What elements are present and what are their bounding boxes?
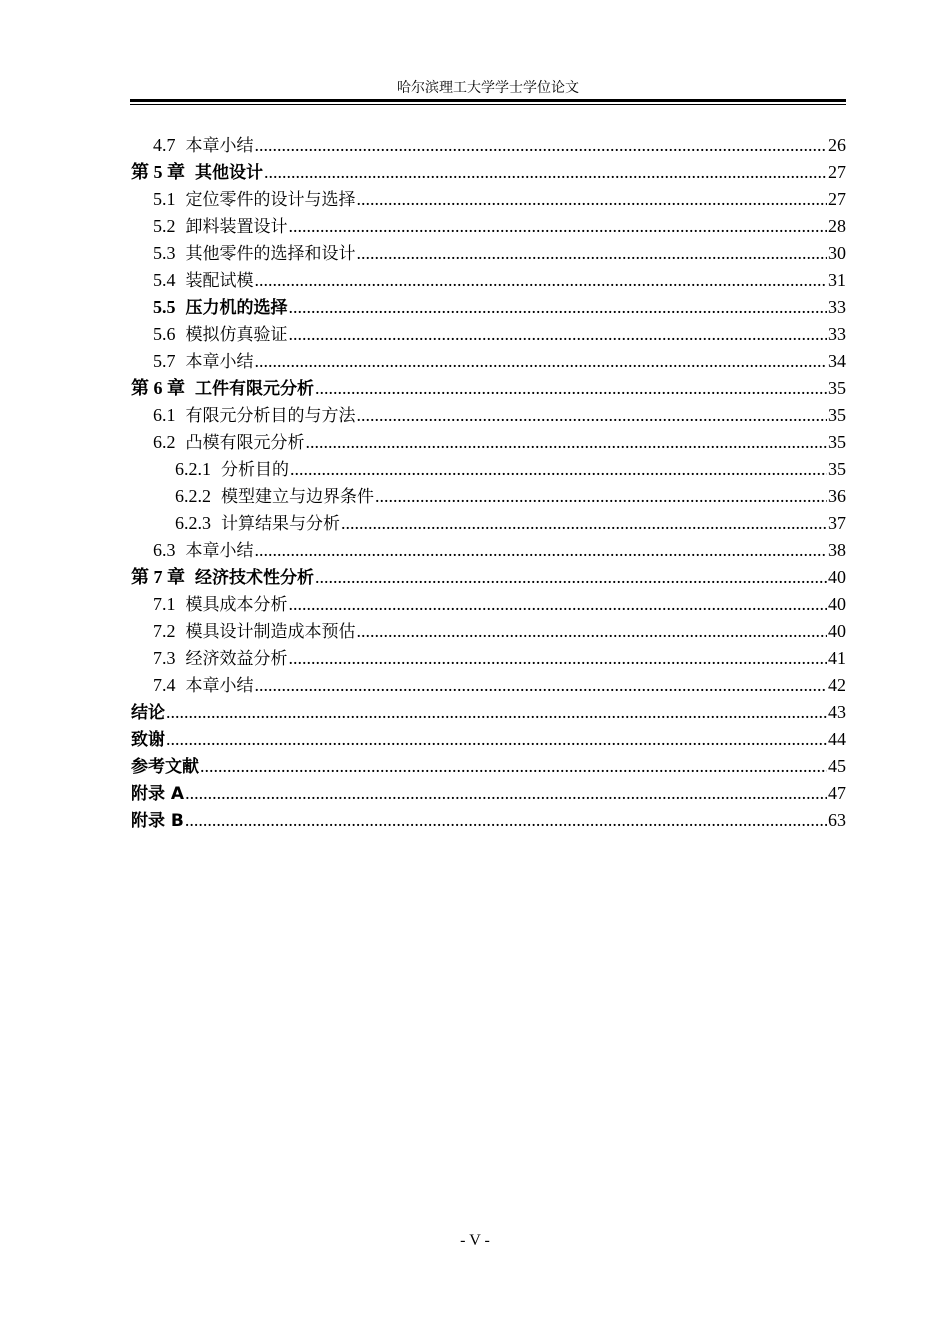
toc-leader-dots — [255, 348, 828, 375]
toc-entry[interactable] — [131, 753, 846, 780]
toc-entry-number: 7.4 — [153, 675, 176, 695]
toc-entry-title: 模具成本分析 — [185, 595, 288, 615]
toc-leader-dots — [185, 780, 827, 807]
toc-leader-dots — [306, 429, 828, 456]
toc-entry-number: 第 5 章 — [131, 162, 185, 182]
toc-entry-number: 5.4 — [153, 270, 176, 290]
toc-entry-title: 装配试模 — [185, 271, 254, 291]
toc-entry-title: 凸模有限元分析 — [185, 433, 305, 453]
toc-entry-page: 36 — [828, 486, 846, 506]
toc-entry[interactable] — [131, 537, 846, 564]
toc-leader-dots — [289, 591, 828, 618]
header-rule-thick — [130, 99, 846, 102]
toc-entry-number: 6.2.2 — [175, 486, 211, 506]
toc-entry-title: 其他零件的选择和设计 — [185, 244, 356, 264]
table-of-contents — [131, 132, 846, 834]
toc-entry-page: 40 — [828, 621, 846, 641]
toc-entry-title: 结论 — [131, 703, 165, 723]
toc-entry-page: 37 — [828, 513, 846, 533]
toc-entry-page: 40 — [828, 594, 846, 614]
toc-entry-page: 31 — [828, 270, 846, 290]
toc-entry[interactable] — [131, 645, 846, 672]
toc-entry-title: 经济效益分析 — [185, 649, 288, 669]
toc-entry[interactable] — [131, 618, 846, 645]
toc-entry-number: 第 7 章 — [131, 567, 185, 587]
toc-entry[interactable] — [131, 132, 846, 159]
toc-entry[interactable] — [131, 267, 846, 294]
toc-leader-dots — [375, 483, 827, 510]
toc-entry-title: 模型建立与边界条件 — [221, 487, 374, 507]
toc-leader-dots — [166, 726, 827, 753]
toc-entry-page: 27 — [828, 162, 846, 182]
toc-entry-number: 5.6 — [153, 324, 176, 344]
header-rule-thin — [130, 104, 846, 105]
toc-entry-title: 附录 A — [131, 784, 185, 804]
toc-entry[interactable] — [131, 240, 846, 267]
toc-leader-dots — [185, 807, 827, 834]
toc-entry[interactable] — [131, 807, 846, 834]
toc-entry-page: 27 — [828, 189, 846, 209]
toc-entry[interactable] — [131, 402, 846, 429]
toc-entry-page: 35 — [828, 405, 846, 425]
toc-entry-title: 定位零件的设计与选择 — [185, 190, 356, 210]
toc-entry-number: 5.2 — [153, 216, 176, 236]
toc-entry-number: 6.2.1 — [175, 459, 211, 479]
toc-entry[interactable] — [131, 429, 846, 456]
toc-leader-dots — [357, 240, 828, 267]
toc-entry-number: 第 6 章 — [131, 378, 185, 398]
toc-entry-page: 35 — [828, 378, 846, 398]
toc-leader-dots — [255, 267, 828, 294]
toc-entry[interactable] — [131, 159, 846, 186]
toc-entry[interactable] — [131, 564, 846, 591]
toc-entry-number: 5.3 — [153, 243, 176, 263]
toc-entry-page: 35 — [828, 432, 846, 452]
toc-leader-dots — [289, 321, 828, 348]
toc-leader-dots — [200, 753, 827, 780]
toc-leader-dots — [289, 294, 828, 321]
toc-leader-dots — [255, 672, 828, 699]
toc-entry-number: 5.5 — [153, 297, 176, 317]
toc-entry-title: 其他设计 — [195, 163, 263, 183]
toc-entry[interactable] — [131, 186, 846, 213]
toc-entry-number: 6.2.3 — [175, 513, 211, 533]
toc-entry-title: 本章小结 — [185, 541, 254, 561]
toc-entry-title: 有限元分析目的与方法 — [185, 406, 356, 426]
toc-entry-page: 41 — [828, 648, 846, 668]
toc-entry-title: 本章小结 — [185, 676, 254, 696]
toc-entry[interactable] — [131, 348, 846, 375]
toc-leader-dots — [255, 537, 828, 564]
toc-entry-page: 33 — [828, 297, 846, 317]
toc-entry-page: 43 — [828, 702, 846, 722]
toc-entry-number: 6.3 — [153, 540, 176, 560]
toc-entry-title: 模具设计制造成本预估 — [185, 622, 356, 642]
toc-entry-number: 5.7 — [153, 351, 176, 371]
toc-entry-page: 47 — [828, 783, 846, 803]
toc-entry-number: 4.7 — [153, 135, 176, 155]
toc-entry[interactable] — [131, 321, 846, 348]
toc-entry-number: 7.1 — [153, 594, 176, 614]
toc-leader-dots — [290, 456, 827, 483]
toc-entry-number: 6.1 — [153, 405, 176, 425]
toc-entry[interactable] — [131, 483, 846, 510]
toc-entry[interactable] — [131, 699, 846, 726]
toc-entry-title: 本章小结 — [185, 136, 254, 156]
toc-entry-number: 7.2 — [153, 621, 176, 641]
toc-entry-page: 63 — [828, 810, 846, 830]
toc-entry[interactable] — [131, 726, 846, 753]
toc-entry-title: 分析目的 — [221, 460, 289, 480]
toc-entry[interactable] — [131, 213, 846, 240]
toc-entry[interactable] — [131, 456, 846, 483]
toc-entry-page: 38 — [828, 540, 846, 560]
toc-entry-page: 44 — [828, 729, 846, 749]
toc-entry-title: 工件有限元分析 — [195, 379, 314, 399]
toc-entry-number: 6.2 — [153, 432, 176, 452]
toc-entry-title: 参考文献 — [131, 757, 199, 777]
toc-entry-title: 致谢 — [131, 730, 165, 750]
toc-leader-dots — [264, 159, 827, 186]
toc-entry[interactable] — [131, 294, 846, 321]
toc-entry-page: 33 — [828, 324, 846, 344]
toc-entry[interactable] — [131, 375, 846, 402]
toc-leader-dots — [289, 645, 828, 672]
toc-entry-title: 模拟仿真验证 — [185, 325, 288, 345]
toc-entry-number: 7.3 — [153, 648, 176, 668]
page-number: - V - — [460, 1232, 490, 1249]
toc-leader-dots — [289, 213, 828, 240]
toc-leader-dots — [315, 564, 827, 591]
running-header: 哈尔滨理工大学学士学位论文 — [397, 80, 579, 96]
toc-entry-page: 30 — [828, 243, 846, 263]
toc-entry-title: 压力机的选择 — [185, 298, 288, 318]
toc-leader-dots — [357, 186, 828, 213]
toc-leader-dots — [255, 132, 828, 159]
toc-leader-dots — [357, 618, 828, 645]
toc-entry-title: 附录 B — [131, 811, 184, 831]
toc-entry[interactable] — [131, 510, 846, 537]
toc-leader-dots — [341, 510, 827, 537]
toc-entry-title: 计算结果与分析 — [221, 514, 340, 534]
toc-entry-title: 卸料装置设计 — [185, 217, 288, 237]
toc-leader-dots — [315, 375, 827, 402]
toc-entry-title: 经济技术性分析 — [195, 568, 314, 588]
toc-entry-title: 本章小结 — [185, 352, 254, 372]
toc-entry[interactable] — [131, 591, 846, 618]
toc-leader-dots — [357, 402, 828, 429]
toc-leader-dots — [166, 699, 827, 726]
toc-entry[interactable] — [131, 672, 846, 699]
toc-entry-page: 45 — [828, 756, 846, 776]
toc-entry-page: 34 — [828, 351, 846, 371]
toc-entry-page: 40 — [828, 567, 846, 587]
toc-entry[interactable] — [131, 780, 846, 807]
toc-entry-number: 5.1 — [153, 189, 176, 209]
toc-entry-page: 35 — [828, 459, 846, 479]
toc-entry-page: 26 — [828, 135, 846, 155]
toc-entry-page: 42 — [828, 675, 846, 695]
toc-entry-page: 28 — [828, 216, 846, 236]
